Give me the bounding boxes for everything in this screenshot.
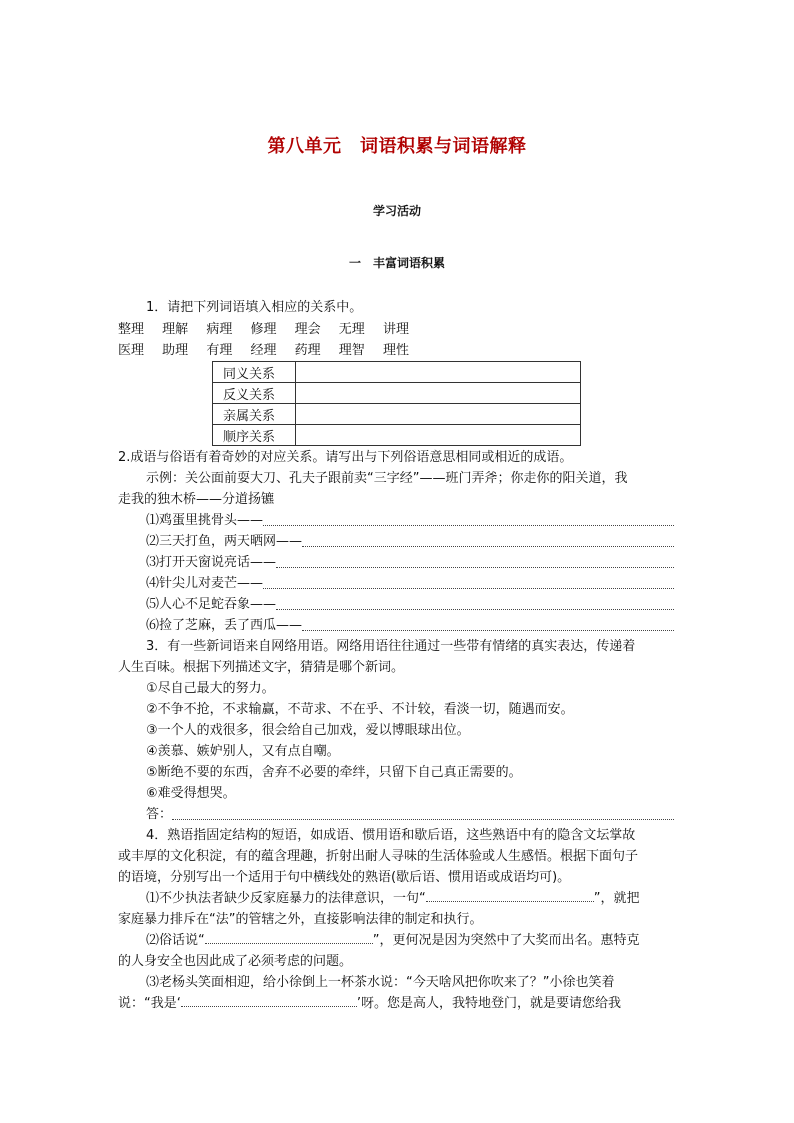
word: 医理 (118, 343, 145, 358)
answer-blank[interactable] (181, 994, 357, 1007)
relation-label: 顺序关系 (213, 425, 296, 446)
page-title: 第八单元 词语积累与词语解释 (267, 136, 527, 157)
q2-prompt: 2.成语与俗语有着奇妙的对应关系。请写出与下列俗语意思相同或相近的成语。 (118, 450, 573, 465)
q1-prompt: 1．请把下列词语填入相应的关系中。 (146, 300, 363, 315)
relation-label: 亲属关系 (213, 404, 296, 425)
table-row (213, 362, 581, 383)
q2-example-line-1: 示例：关公面前耍大刀、孔夫子跟前卖“三字经”——班门弄斧；你走你的阳关道，我 (146, 471, 628, 486)
section-heading: 学习活动 (372, 204, 421, 218)
relation-table (212, 361, 581, 446)
word: 无理 (338, 322, 365, 337)
word: 经理 (250, 343, 277, 358)
word: 理解 (162, 322, 189, 337)
q4-text: ⑴不少执法者缺少反家庭暴力的法律意识，一句“ (146, 891, 426, 906)
q4-line-3: 的语境，分别写出一个适用于句中横线处的熟语(歇后语、惯用语或成语均可)。 (118, 870, 571, 885)
relation-label: 反义关系 (213, 383, 296, 404)
q2-item (146, 616, 674, 636)
word: 助理 (162, 343, 189, 358)
word: 理性 (382, 343, 409, 358)
q4-part-1-line-2: 家庭暴力排斥在“法”的管辖之外，直接影响法律的制定和执行。 (118, 912, 483, 927)
word: 有理 (206, 343, 233, 358)
word: 病理 (206, 322, 233, 337)
q3-item: ①尽自己最大的努力。 (146, 681, 275, 696)
q1-words-row-1 (118, 320, 423, 340)
answer-blank[interactable] (263, 511, 674, 526)
answer-blank[interactable] (426, 889, 594, 902)
table-row (213, 383, 581, 404)
q3-item: ②不争不抢，不求输赢，不苛求、不在乎、不计较，看淡一切，随遇而安。 (146, 702, 574, 717)
q2-example-line-2: 走我的独木桥——分道扬镳 (118, 492, 275, 507)
word: 药理 (294, 343, 321, 358)
q4-text: ’呀。您是高人，我特地登门，就是要请您给我 (356, 996, 622, 1011)
answer-cell[interactable] (296, 362, 581, 383)
q2-item (146, 511, 674, 531)
q2-item-text: ⑵三天打鱼，两天晒网—— (146, 534, 303, 549)
q4-part-3-line-1: ⑶老杨头笑面相迎，给小徐倒上一杯茶水说：“今天啥风把你吹来了？”小徐也笑着 (146, 975, 615, 990)
word: 修理 (250, 322, 277, 337)
q4-part-2 (146, 931, 640, 951)
q3-item: ④羡慕、嫉妒别人，又有点自嘲。 (146, 744, 340, 759)
q4-text: ⑵俗话说“ (146, 933, 205, 948)
answer-cell[interactable] (296, 425, 581, 446)
word: 理会 (294, 322, 321, 337)
relation-label: 同义关系 (213, 362, 296, 383)
q2-item (146, 595, 674, 615)
word: 理智 (338, 343, 365, 358)
q4-line-1: 4．熟语指固定结构的短语，如成语、惯用语和歇后语，这些熟语中有的隐含文坛掌故 (146, 828, 636, 843)
q2-item (146, 574, 674, 594)
q3-line-2: 人生百味。根据下列描述文字，猜猜是哪个新词。 (118, 660, 405, 675)
subsection-heading: 一 丰富词语积累 (348, 256, 445, 270)
q2-item-text: ⑶打开天窗说亮话—— (146, 555, 277, 570)
q3-answer (146, 805, 674, 825)
q2-item-text: ⑴鸡蛋里挑骨头—— (146, 513, 264, 528)
q4-text: ”，更何况是因为突然中了大奖而出名。惠特克 (372, 933, 640, 948)
q2-item (146, 532, 674, 552)
answer-blank[interactable] (172, 805, 674, 820)
q1-words-row-2 (118, 341, 423, 361)
q4-text: ”，就把 (593, 891, 640, 906)
q2-item-text: ⑹捡了芝麻，丢了西瓜—— (146, 618, 303, 633)
answer-cell[interactable] (296, 383, 581, 404)
q4-part-3-line-2 (118, 994, 621, 1014)
word: 讲理 (382, 322, 409, 337)
q3-item: ③一个人的戏很多，很会给自己加戏，爱以博眼球出位。 (146, 723, 470, 738)
q4-part-2-line-2: 的人身安全也因此成了必须考虑的问题。 (118, 954, 353, 969)
answer-cell[interactable] (296, 404, 581, 425)
q4-text: 说：“我是‘ (118, 996, 181, 1011)
table-row (213, 404, 581, 425)
q2-item (146, 553, 674, 573)
answer-blank[interactable] (276, 553, 674, 568)
answer-blank[interactable] (302, 616, 674, 631)
q3-item: ⑤断绝不要的东西，舍弃不必要的牵绊，只留下自己真正需要的。 (146, 765, 522, 780)
answer-label: 答： (146, 807, 173, 822)
q4-part-1 (146, 889, 640, 909)
q4-line-2: 或丰厚的文化积淀，有的蕴含理趣，折射出耐人寻味的生活体验或人生感悟。根据下面句子 (118, 849, 639, 864)
answer-blank[interactable] (276, 595, 674, 610)
answer-blank[interactable] (263, 574, 674, 589)
q3-line-1: 3．有一些新词语来自网络用语。网络用语往往通过一些带有情绪的真实表达，传递着 (146, 639, 636, 654)
q2-item-text: ⑷针尖儿对麦芒—— (146, 576, 264, 591)
q3-item: ⑥难受得想哭。 (146, 786, 236, 801)
q2-item-text: ⑸人心不足蛇吞象—— (146, 597, 277, 612)
word: 整理 (118, 322, 145, 337)
table-row (213, 425, 581, 446)
answer-blank[interactable] (205, 931, 373, 944)
answer-blank[interactable] (302, 532, 674, 547)
